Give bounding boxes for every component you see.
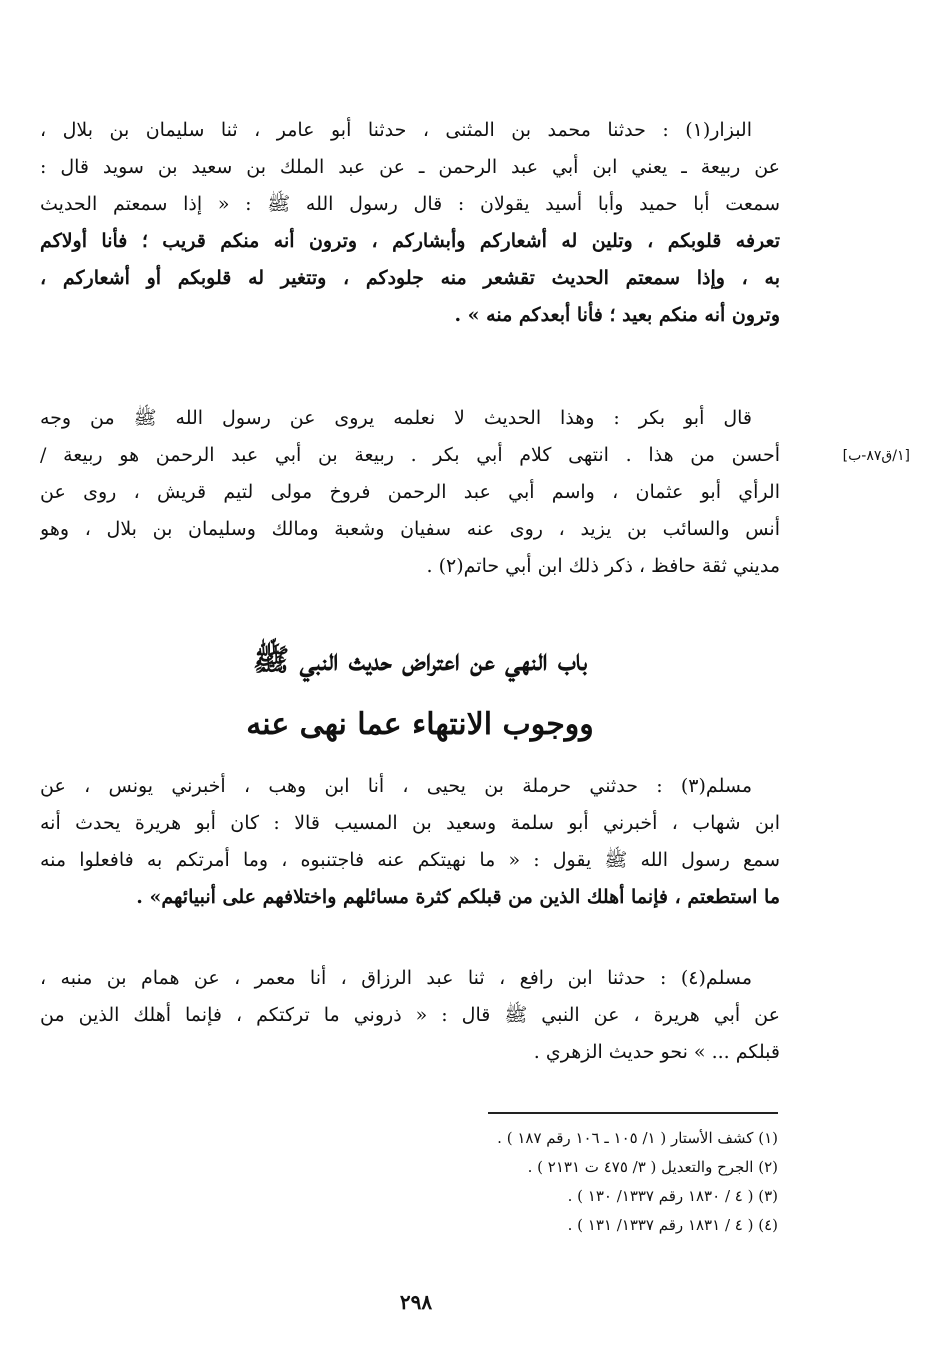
paragraph-muslim-1	[40, 768, 780, 916]
manuscript-folio-note: [١/ق٨٧-ب]	[842, 448, 910, 464]
text-line: وترون أنه منكم بعيد ؛ فأنا أبعدكم منه » .	[454, 304, 780, 326]
text-line: الرأي أبو عثمان ، واسم أبي عبد الرحمن فروخ مولى لتيم قريش ، روى عن	[40, 481, 780, 503]
footnote-divider	[488, 1112, 778, 1114]
text-line: قبلكم ... » نحو حديث الزهري .	[533, 1041, 780, 1063]
text-line: أحسن من هذا . انتهى كلام أبي بكر . ربيعة بن أبي عبد الرحمن هو ربيعة /	[40, 444, 780, 466]
footnote: (٣) ( ٤ / ١٨٣٠ رقم ١٣٣٧/ ١٣٠ ) .	[567, 1187, 778, 1205]
chapter-heading-line1: باب النهي عن اعتراض حديث النبي ﷺ	[252, 643, 588, 678]
paragraph-abu-bakr	[40, 400, 780, 585]
text-line: عن ربيعة ـ يعني ابن أبي عبد الرحمن ـ عن عبد الملك بن سعيد بن سويد قال :	[40, 156, 780, 178]
text-line: سمع رسول الله ﷺ يقول : « ما نهيتكم عنه فاجتنبوه ، وما أمرتكم به فافعلوا منه	[40, 849, 780, 871]
text-line: تعرفه قلوبكم ، وتلين له أشعاركم وأبشاركم ، وترون أنه منكم قريب ؛ فأنا أولاكم	[40, 230, 780, 252]
footnote: (١) كشف الأستار ( ١/ ١٠٥ ـ ١٠٦ رقم ١٨٧ ) .	[497, 1129, 778, 1147]
text-line: ابن شهاب ، أخبرني أبو سلمة وسعيد بن المسيب قالا : كان أبو هريرة يحدث أنه	[40, 812, 780, 834]
page-number: ٢٩٨	[399, 1290, 433, 1314]
text-line: مسلم(٤) : حدثنا ابن رافع ، ثنا عبد الرزاق ، أنا معمر ، عن همام بن منبه ،	[40, 967, 752, 989]
paragraph-muslim-2	[40, 960, 780, 1071]
footnote: (٢) الجرح والتعديل ( ٣/ ٤٧٥ ت ٢١٣١ ) .	[527, 1158, 778, 1176]
text-line: قال أبو بكر : وهذا الحديث لا نعلمه يروى عن رسول الله ﷺ من وجه	[40, 407, 752, 429]
paragraph-bazzar	[40, 112, 780, 334]
text-line: مديني ثقة حافظ ، ذكر ذلك ابن أبي حاتم(٢) .	[426, 555, 780, 577]
footnote: (٤) ( ٤ / ١٨٣١ رقم ١٣٣٧/ ١٣١ ) .	[567, 1216, 778, 1234]
text-line: البزار(١) : حدثنا محمد بن المثنى ، حدثنا أبو عامر ، ثنا سليمان بن بلال ،	[40, 119, 752, 141]
footnotes	[300, 1124, 778, 1240]
text-line: ما استطعتم ، فإنما أهلك الذين من قبلكم كثرة مسائلهم واختلافهم على أنبيائهم» .	[136, 886, 780, 908]
text-line: به ، وإذا سمعتم الحديث تقشعر منه جلودكم ، وتتغير له قلوبكم أو أشعاركم ،	[40, 267, 780, 289]
text-line: سمعت أبا حميد وأبا أسيد يقولان : قال رسول الله ﷺ : « إذا سمعتم الحديث	[40, 193, 780, 215]
text-line: عن أبي هريرة ، عن النبي ﷺ قال : « ذروني ما تركتكم ، فإنما أهلك الذين من	[40, 1004, 780, 1026]
chapter-heading-line2: ووجوب الانتهاء عما نهى عنه	[246, 707, 594, 742]
text-line: مسلم(٣) : حدثني حرملة بن يحيى ، أنا ابن وهب ، أخبرني يونس ، عن	[40, 775, 752, 797]
text-line: أنس والسائب بن يزيد ، روى عنه سفيان وشعبة ومالك وسليمان بن بلال ، وهو	[40, 518, 780, 540]
